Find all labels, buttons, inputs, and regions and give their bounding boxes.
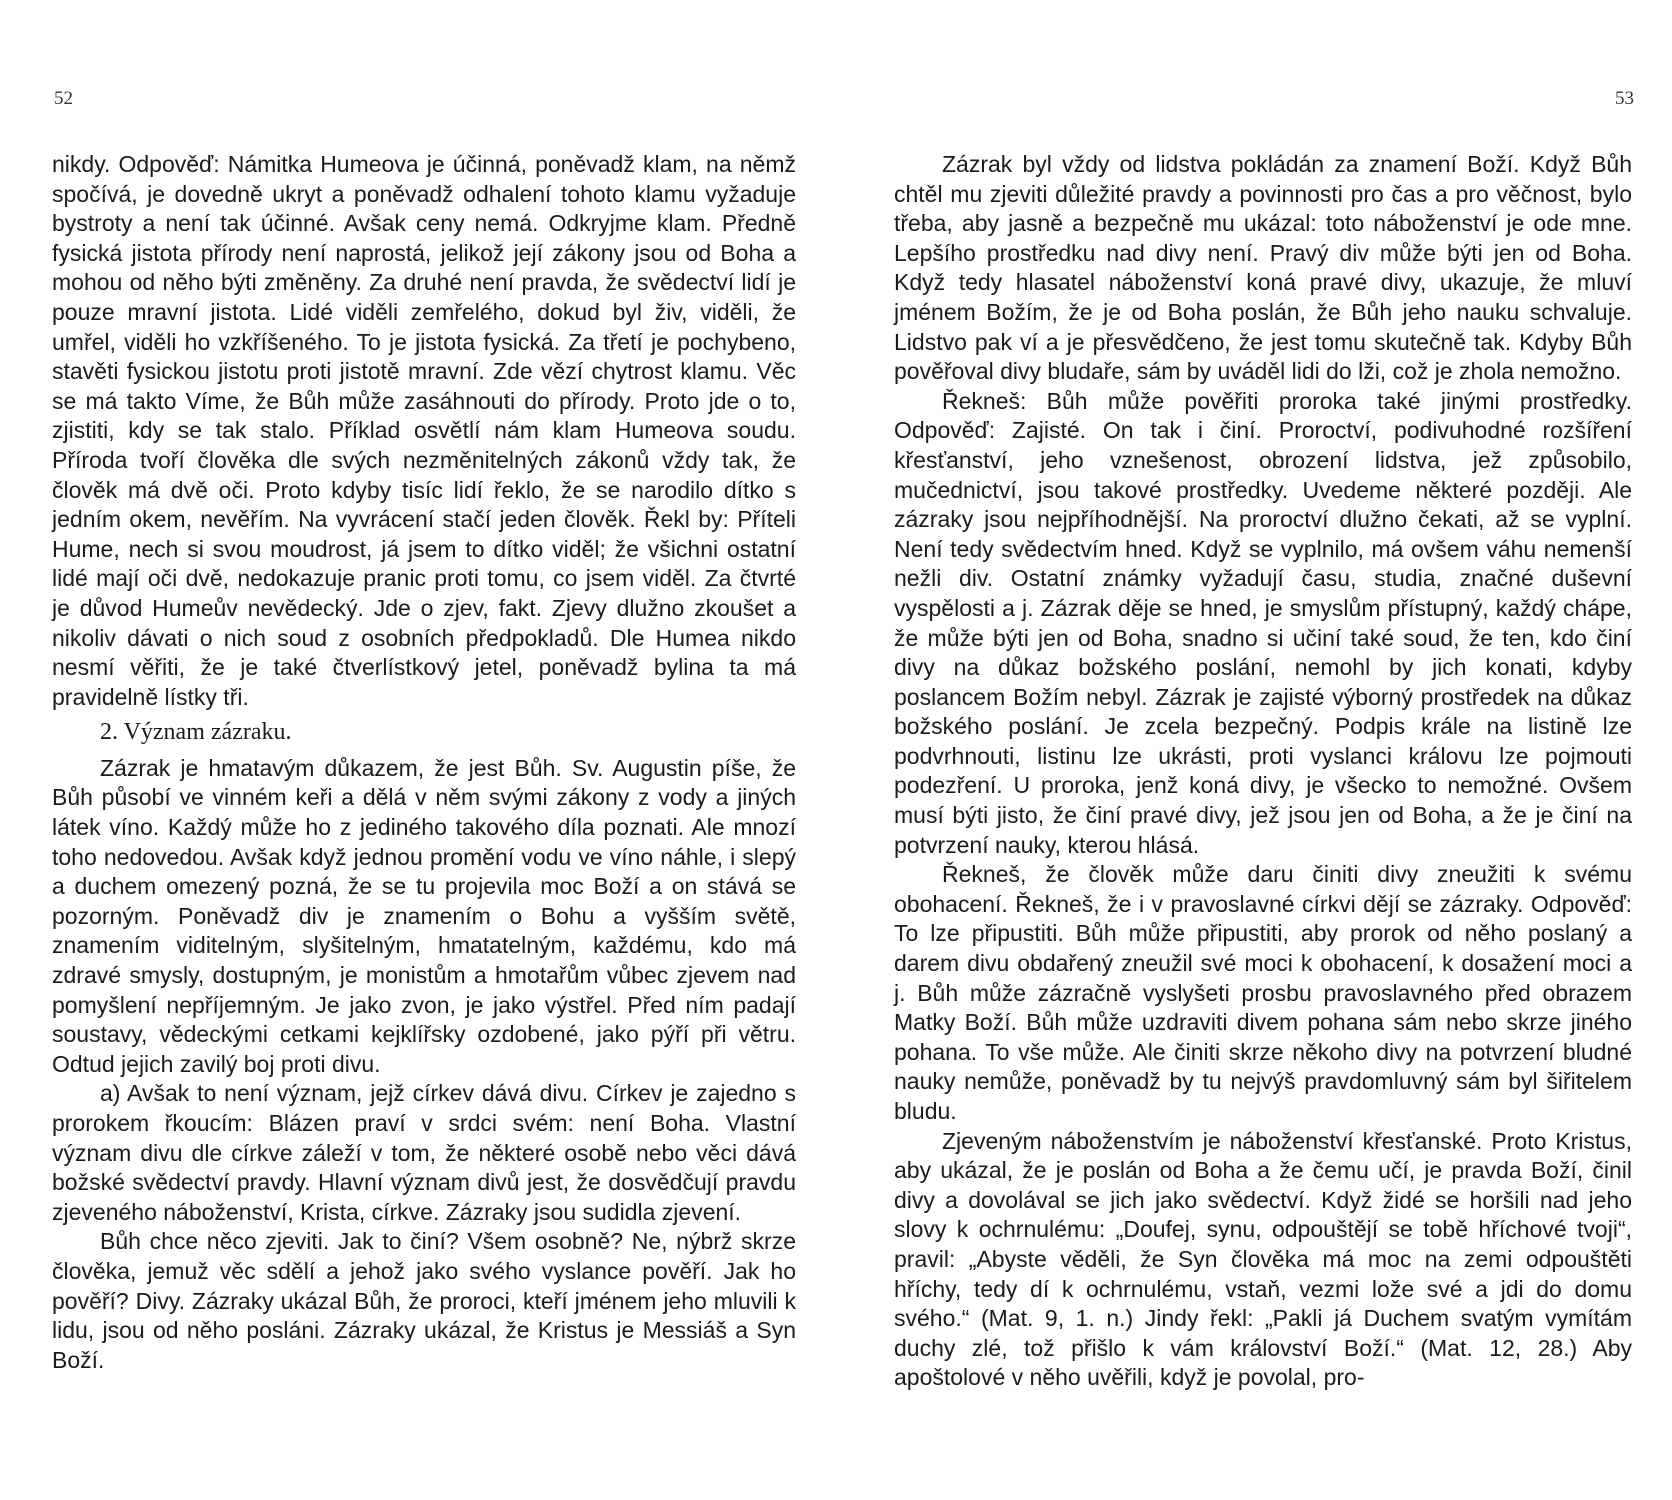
right-page-text (894, 150, 1632, 1393)
paragraph: a) Avšak to není význam, jejž církev dává divu. Církev je zajedno s prorokem řkoucím: Blázen praví v srdci svém: není Boha. Vlastní význam divu dle církve záleží v tom, že některé osobě nebo věci dává božské svědectví pravdy. Hlavní význam divů jest, že dosvědčují pravdu zjeveného náboženství, Krista, církve. Zázraky jsou sudidla zjevení. (52, 1080, 796, 1225)
paragraph: Řekneš: Bůh může pověřiti proroka také jinými prostředky. Odpověď: Zajisté. On tak i činí. Proroctví, podivuhodné rozšíření křesťanství, jeho vznešenost, obrození lidstva, jež způsobilo, mučednictví, jsou takové prostředky. Uvedeme některé později. Ale zázraky jsou nejpříhodnější. Na proroctví dlužno čekati, až se vyplní. Není tedy svědectvím hned. Když se vyplnilo, má ovšem váhu nemenší nežli div. Ostatní známky vyžadují času, studia, značné duševní vyspělosti a j. Zázrak děje se hned, je smyslům přístupný, každý chápe, že může býti jen od Boha, snadno si učiní také soud, že ten, kdo činí divy na důkaz božského poslání, nemohl by jich konati, kdyby poslancem Božím nebyl. Zázrak je zajisté výborný prostředek na důkaz božského poslání. Je zcela bezpečný. Podpis krále na listině lze podvrhnouti, listinu lze ukrásti, proti vyslanci královu lze pojmouti podezření. U proroka, jenž koná divy, je všecko to nemožné. Ovšem musí býti jisto, že činí pravé divy, jež jsou jen od Boha, a že je činí na potvrzení nauky, kterou hlásá. (894, 387, 1632, 858)
left-page-text (52, 150, 796, 1375)
paragraph: Zázrak byl vždy od lidstva pokládán za znamení Boží. Když Bůh chtěl mu zjeviti důležité pravdy a povinnosti pro čas a pro věčnost, bylo třeba, aby jasně a bezpečně mu ukázal: toto náboženství je ode mne. Lepšího prostředku nad divy není. Pravý div může býti jen od Boha. Když tedy hlasatel náboženství koná pravé divy, ukazuje, že mluví jménem Božím, že je od Boha poslán, že Bůh jeho nauku schvaluje. Lidstvo pak ví a je přesvědčeno, že jest tomu skutečně tak. Kdyby Bůh pověřoval divy bludaře, sám by uváděl lidi do lži, což je zhola nemožno. (894, 151, 1632, 385)
paragraph: Zázrak je hmatavým důkazem, že jest Bůh. Sv. Augustin píše, že Bůh působí ve vinném keři a dělá v něm svými zákony z vody a jiných látek víno. Každý může ho z jediného takového díla poznati. Ale mnozí toho nedovedou. Avšak když jednou promění vodu ve víno náhle, i slepý a duchem omezený pozná, že se tu projevila moc Boží a on stává se pozorným. Poněvadž div je znamením o Bohu a vyšším světě, znamením viditelným, slyšitelným, hmatatelným, každému, kdo má zdravé smysly, dostupným, je monistům a hmotařům vůbec zjevem nad pomyšlení nepříjemným. Je jako zvon, je jako výstřel. Před ním padají soustavy, vědeckými cetkami kejklířsky ozdobené, jako pýří při větru. Odtud jejich zavilý boj proti divu. (52, 754, 796, 1077)
paragraph: Zjeveným náboženstvím je náboženství křesťanské. Proto Kristus, aby ukázal, že je poslán od Boha a že čemu učí, je pravda Boží, činil divy a dovolával se jich jako svědectví. Když židé se horšili nad jeho slovy k ochrnulému: „Doufej, synu, odpouštějí se tobě hříchové tvoji“, pravil: „Abyste věděli, že Syn člověka má moc na zemi odpouštěti hříchy, tedy dí k ochrnulému, vstaň, vezmi lože své a jdi do domu svého.“ (Mat. 9, 1. n.) Jindy řekl: „Pakli já Duchem svatým vymítám duchy zlé, tož přišlo k vám království Boží.“ (Mat. 12, 28.) Aby apoštolové v něho uvěřili, když je povolal, pro- (894, 1127, 1632, 1391)
page-number-right: 53 (1615, 88, 1634, 109)
section-heading: 2. Význam zázraku. (100, 719, 292, 746)
right-page (836, 0, 1672, 1500)
paragraph: Řekneš, že člověk může daru činiti divy zneužiti k svému obohacení. Řekneš, že i v pravoslavné církvi dějí se zázraky. Odpověď: To lze připustiti. Bůh může připustiti, aby prorok od něho poslaný a darem divu obdařený zneužil své moci k obohacení, k dosažení moci a j. Bůh může zázračně vyslyšeti prosbu pravoslavného před obrazem Matky Boží. Bůh může uzdraviti divem pohana sám nebo skrze jiného pohana. To vše může. Ale činiti skrze někoho divy na potvrzení bludné nauky nemůže, poněvadž by tu nejvýš pravdomluvný sám byl šiřitelem bludu. (894, 861, 1632, 1124)
paragraph: Bůh chce něco zjeviti. Jak to činí? Všem osobně? Ne, nýbrž skrze člověka, jemuž věc sdělí a jehož jako svého vyslance pověří. Jak ho pověří? Divy. Zázraky ukázal Bůh, že proroci, kteří jménem jeho mluvili k lidu, jsou od něho posláni. Zázraky ukázal, že Kristus je Messiáš a Syn Boží. (52, 1228, 796, 1373)
page-number-left: 52 (54, 88, 73, 109)
paragraph: nikdy. Odpověď: Námitka Humeova je účinná, poněvadž klam, na němž spočívá, je dovedně ukryt a poněvadž odhalení tohoto klamu vyžaduje bystroty a není tak účinné. Avšak ceny nemá. Odkryjme klam. Předně fysická jistota přírody není naprostá, jelikož její zákony jsou od Boha a mohou od něho býti změněny. Za druhé není pravda, že svědectví lidí je pouze mravní jistota. Lidé viděli zemřelého, dokud byl živ, viděli, že umřel, viděli ho vzkříšeného. To je jistota fysická. Za třetí je pochybeno, stavěti fysickou jistotu proti jistotě mravní. Zde vězí chytrost klamu. Věc se má takto Víme, že Bůh může zasáhnouti do přírody. Proto jde o to, zjistiti, kdy se tak stalo. Příklad osvětlí nám klam Humeova soudu. Příroda tvoří člověka dle svých nezměnitelných zákonů vždy tak, že člověk má dvě oči. Proto kdyby tisíc lidí řeklo, že se narodilo dítko s jedním okem, nevěřím. Na vyvrácení stačí jeden člověk. Řekl by: Příteli Hume, nech si svou moudrost, já jsem to dítko viděl; že všichni ostatní lidé mají oči dvě, nedokazuje pranic proti tomu, co jsem viděl. Za čtvrté je důvod Humeův nevědecký. Jde o zjev, fakt. Zjevy dlužno zkoušet a nikoliv dávati o nich soud z osobních předpokladů. Dle Humea nikdo nesmí věřiti, že je také čtverlístkový jetel, poněvadž bylina ta má pravidelně lístky tři. (52, 151, 796, 710)
